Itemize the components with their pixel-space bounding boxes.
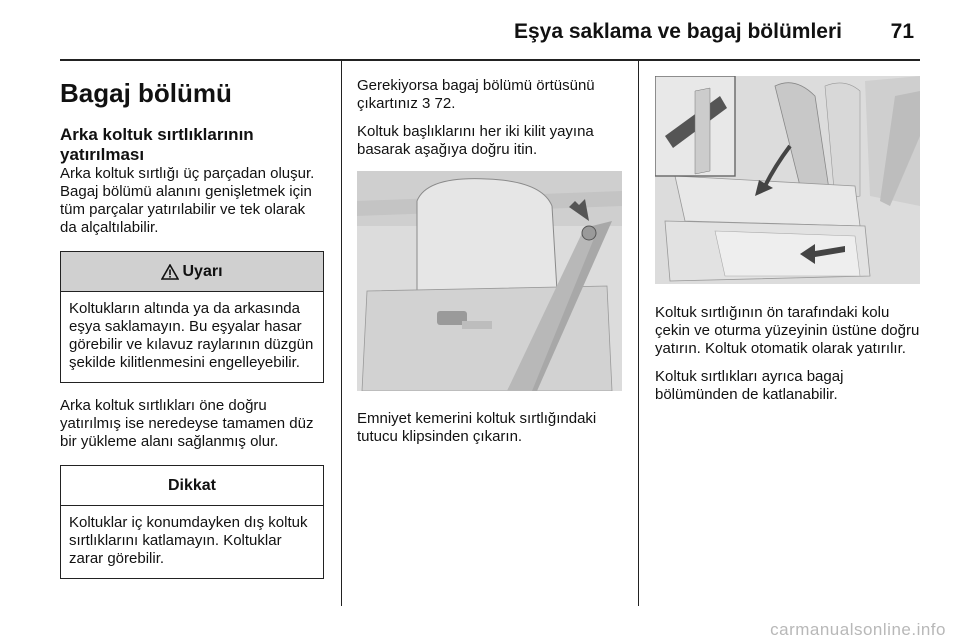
column-2: [357, 61, 622, 446]
caution-box: [60, 465, 324, 579]
column-3: [655, 61, 920, 404]
subsection-title: Arka koltuk sırtlıklarının yatırılması: [60, 125, 254, 164]
column-divider-1: [341, 61, 342, 606]
warning-header: [61, 252, 323, 292]
page-header: [60, 0, 920, 60]
column-divider-2: [638, 61, 639, 606]
warning-box: [60, 251, 324, 383]
cover-removal-text: Gerekiyorsa bagaj bölümü örtüsünü çıkartınız: [357, 77, 595, 112]
intro-paragraph: Arka koltuk sırtlığı üç parçadan oluşur. Bagaj bölümü alanını genişletmek için tüm parçalar yatırılabilir ve tek olarak da alçaltılabilir.: [60, 165, 315, 236]
cover-removal-paragraph: [357, 77, 622, 113]
seatbelt-caption: Emniyet kemerini koltuk sırtlığındaki tutucu klipsinden çıkarın.: [357, 410, 597, 445]
caution-text: Koltuklar iç konumdayken dış koltuk sırtlıklarını katlamayın. Koltuklar zarar görebilir.: [69, 514, 308, 567]
caution-header: [61, 466, 323, 506]
warning-text: Koltukların altında ya da arkasında eşya saklamayın. Bu eşyalar hasar görebilir ve kılavuz raylarının düzgün şekilde kilitlenmesini engelleyebilir.: [69, 300, 314, 371]
column-1: [60, 61, 324, 579]
fold-instructions: Koltuk sırtlığının ön tarafındaki kolu çekin ve oturma yüzeyinin üstüne doğru yatırın. Koltuk otomatik olarak yatırılır.: [655, 304, 920, 357]
warning-triangle-icon: [161, 264, 179, 280]
caution-title: Dikkat: [167, 476, 217, 494]
page-reference-link[interactable]: 3 72.: [422, 95, 456, 112]
watermark: carmanualsonline.info: [770, 620, 946, 639]
section-title: Bagaj bölümü: [60, 78, 232, 108]
middle-paragraph: Arka koltuk sırtlıkları öne doğru yatırılmış ise neredeyse tamamen düz bir yükleme alanı sağlanmış olur.: [60, 397, 314, 450]
seat-folding-illustration: [655, 76, 920, 284]
fold-from-trunk-note: Koltuk sırtlıkları ayrıca bagaj bölümünden de katlanabilir.: [655, 368, 844, 403]
seatbelt-illustration: [357, 171, 622, 391]
page-number: 71: [890, 20, 914, 43]
header-title: Eşya saklama ve bagaj bölümleri: [513, 20, 842, 43]
warning-title: Uyarı: [182, 262, 223, 280]
headrest-paragraph: Koltuk başlıklarını her iki kilit yayına basarak aşağıya doğru itin.: [357, 123, 594, 158]
